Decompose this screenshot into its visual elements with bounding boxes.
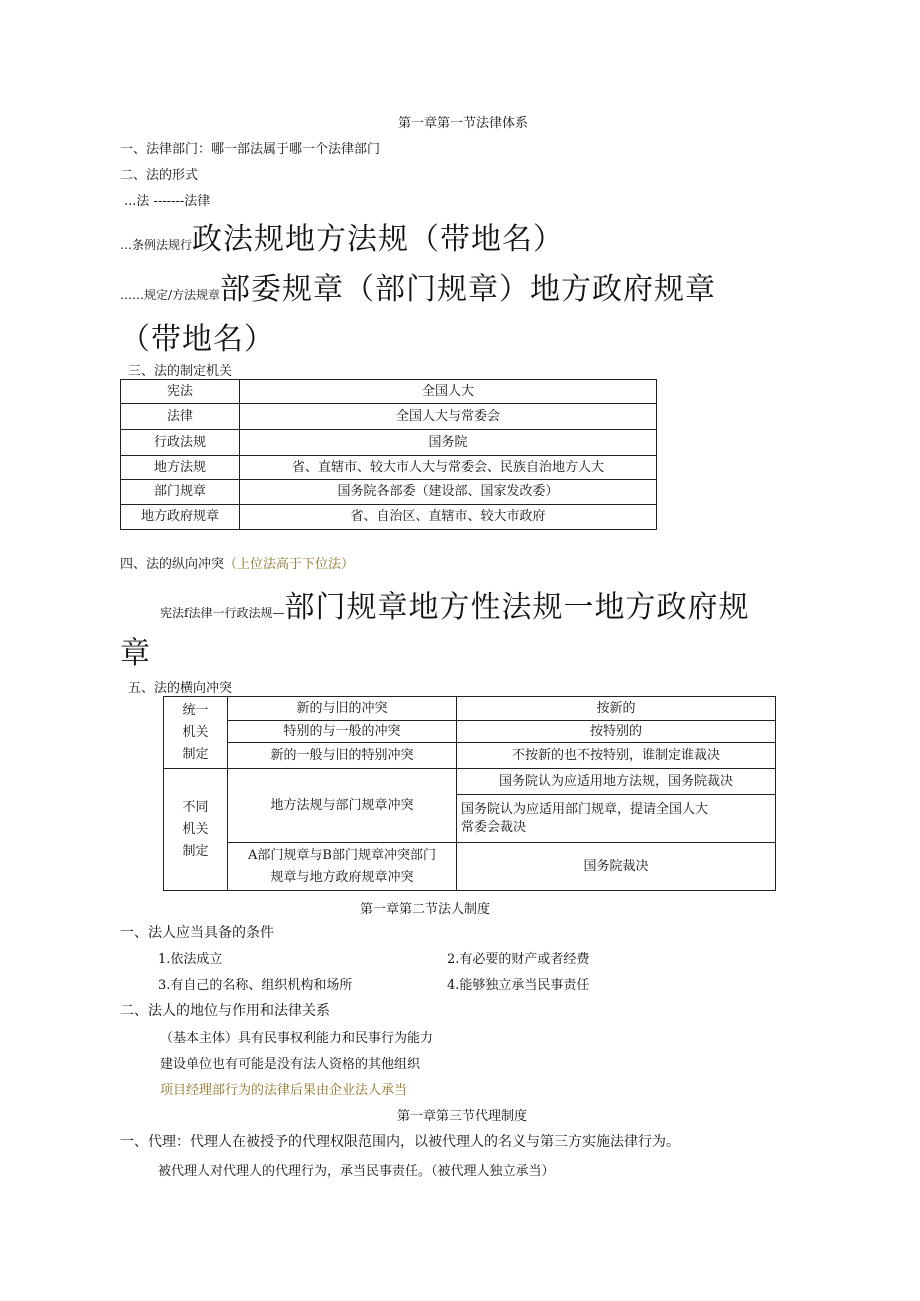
table-row: 地方法规 省、直辖市、较大市人大与常委会、民族自治地方人大 bbox=[121, 456, 657, 480]
condition-4: 4.能够独立承当民事责任 bbox=[447, 978, 590, 993]
horizontal-conflict-table bbox=[163, 696, 776, 891]
table-row: 特别的与一般的冲突 按特别的 bbox=[164, 721, 776, 743]
table-row: 宪法 全国人大 bbox=[121, 380, 657, 404]
section-agency-definition: 一、代理：代理人在被授予的代理权限范围内，以被代理人的名义与第三方实施法律行为。 bbox=[120, 1134, 680, 1150]
law-form-prefix: ...法 bbox=[124, 194, 150, 209]
hierarchy-line-cont: 章 bbox=[120, 636, 151, 671]
section-law-departments: 一、法律部门：哪一部法属于哪一个法律部门 bbox=[120, 142, 381, 157]
table-row: 部门规章 国务院各部委（建设部、国家发改委） bbox=[121, 480, 657, 505]
rules-line-big: 部委规章（部门规章）地方政府规章 bbox=[220, 272, 717, 307]
table-row: 不同 机关 制定 地方法规与部门规章冲突 国务院认为应适用地方法规，国务院裁决 bbox=[164, 769, 776, 795]
chapter1-title: 第一章第一节法律体系 bbox=[398, 116, 529, 131]
table-row: 国务院认为应适用部门规章，提请全国人大 常委会裁决 bbox=[164, 795, 776, 843]
law-form-suffix: -------法律 bbox=[153, 194, 211, 209]
law-makers-table bbox=[120, 379, 657, 530]
rules-line bbox=[120, 264, 716, 308]
condition-3: 3.有自己的名称、组织机构和场所 bbox=[158, 978, 353, 993]
status-para-3: 项目经理部行为的法律后果由企业法人承当 bbox=[160, 1083, 408, 1098]
group-different-organs: 不同 机关 制定 bbox=[164, 769, 228, 891]
section-legal-person-conditions: 一、法人应当具备的条件 bbox=[120, 925, 274, 941]
section-vertical-conflict bbox=[120, 553, 354, 572]
hierarchy-line bbox=[160, 582, 749, 626]
section-law-makers: 三、法的制定机关 bbox=[128, 364, 233, 379]
table-row: 统一 机关 制定 新的与旧的冲突 按新的 bbox=[164, 697, 776, 721]
law-form-line bbox=[124, 190, 210, 209]
rules-line-cont: （带地名） bbox=[120, 322, 275, 357]
condition-2: 2.有必要的财产或者经费 bbox=[447, 952, 590, 967]
hierarchy-line-big: 部门规章地方性法规一地方政府规 bbox=[284, 590, 750, 625]
regulation-line-big: 政法规地方法规（带地名） bbox=[192, 222, 565, 257]
table-row: 行政法规 国务院 bbox=[121, 430, 657, 456]
table-row: 地方政府规章 省、自治区、直辖市、较大市政府 bbox=[121, 505, 657, 530]
chapter3-title: 第一章第三节代理制度 bbox=[397, 1109, 528, 1124]
regulation-line bbox=[120, 214, 564, 258]
table-row: 法律 全国人大与常委会 bbox=[121, 404, 657, 430]
table-row: A部门规章与B部门规章冲突部门 规章与地方政府规章冲突 国务院裁决 bbox=[164, 843, 776, 891]
status-para-1: （基本主体）具有民事权利能力和民事行为能力 bbox=[160, 1031, 434, 1046]
hierarchy-line-small: 宪法f法律一行政法规— bbox=[160, 606, 285, 620]
status-para-2: 建设单位也有可能是没有法人资格的其他组织 bbox=[160, 1057, 421, 1072]
rules-line-small: ……规定/方法规章 bbox=[120, 288, 221, 302]
condition-1: 1.依法成立 bbox=[158, 952, 223, 967]
vertical-conflict-label: 四、法的纵向冲突 bbox=[120, 557, 225, 572]
section-law-forms: 二、法的形式 bbox=[120, 168, 199, 183]
vertical-conflict-note: （上位法高于下位法） bbox=[224, 557, 355, 572]
group-same-organ: 统一 机关 制定 bbox=[164, 697, 228, 769]
table-row: 新的一般与旧的特别冲突 不按新的也不按特别，谁制定谁裁决 bbox=[164, 743, 776, 769]
agency-para-1: 被代理人对代理人的代理行为，承当民事责任。（被代理人独立承当） bbox=[158, 1164, 555, 1179]
chapter2-title: 第一章第二节法人制度 bbox=[360, 902, 491, 917]
section-horizontal-conflict: 五、法的横向冲突 bbox=[128, 681, 233, 696]
section-legal-person-status: 二、法人的地位与作用和法律关系 bbox=[120, 1003, 330, 1019]
regulation-line-small: …条例法规行 bbox=[120, 238, 193, 252]
